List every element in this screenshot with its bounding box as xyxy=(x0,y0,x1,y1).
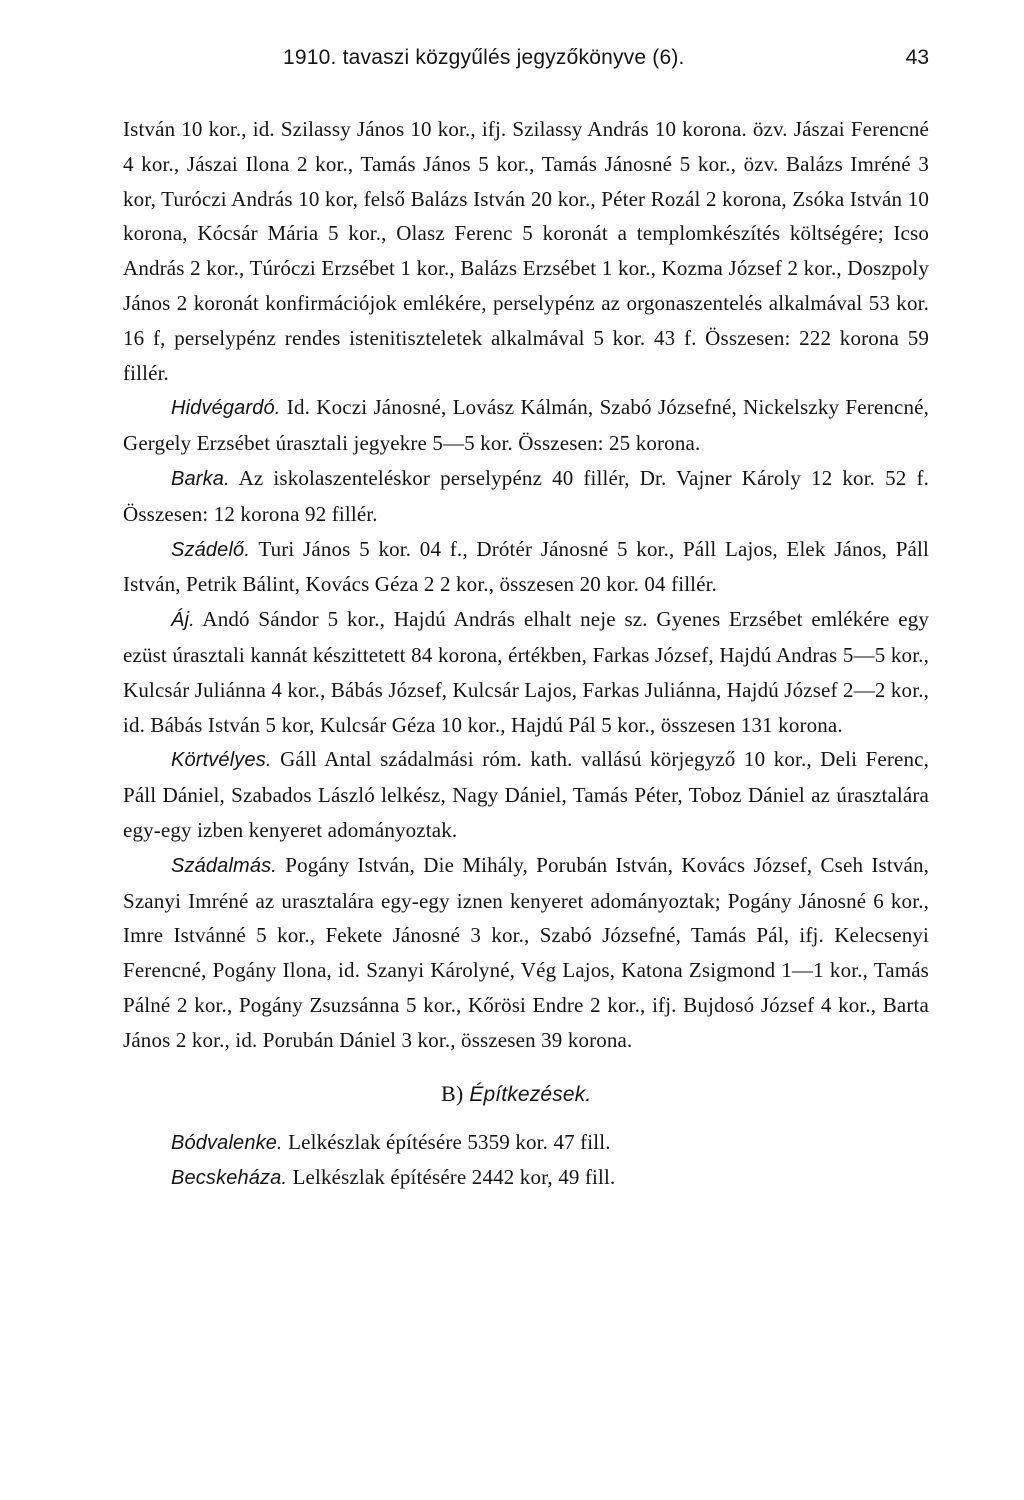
place-name: Áj. xyxy=(171,609,195,632)
header-title: 1910. tavaszi közgyűlés jegyzőkönyve (6). xyxy=(283,46,685,69)
paragraph-aj xyxy=(123,602,929,742)
place-name: Szádalmás. xyxy=(171,854,277,877)
place-name: Körtvélyes. xyxy=(171,749,272,772)
section-label: B) xyxy=(441,1080,464,1106)
page-number: 43 xyxy=(905,46,929,69)
paragraph-text: Pogány István, Die Mihály, Porubán István, Kovács József, Cseh István, Szanyi Imréné az urasztalára egy-egy iznen kenyeret adományoztak; Pogány Jánosné 6 kor., Imre Istvánné 5 kor., Fekete Jánosné 3 kor., Szabó Józsefné, Tamás Pál, ifj. Kelecsenyi Ferencné, Pogány Ilona, id. Szanyi Károlyné, Vég Lajos, Katona Zsigmond 1—1 kor., Tamás Pálné 2 kor., Pogány Zsuzsánna 5 kor., Kőrösi Endre 2 kor., ifj. Bujdosó József 4 kor., Barta János 2 kor., id. Porubán Dániel 3 kor., összesen 39 korona. xyxy=(123,852,929,1052)
paragraph-text: Turi János 5 kor. 04 f., Drótér Jánosné 5 kor., Páll Lajos, Elek János, Páll István, Petrik Bálint, Kovács Géza 2 2 kor., összesen 20 kor. 04 fillér. xyxy=(123,536,929,597)
place-name: Hidvégardó. xyxy=(171,397,281,420)
paragraph-barka xyxy=(123,461,929,532)
running-header xyxy=(123,40,929,76)
place-name: Szádelő. xyxy=(171,538,251,561)
document-page xyxy=(123,40,929,1196)
paragraph-continuation xyxy=(123,112,929,390)
section-heading xyxy=(123,1076,929,1113)
paragraph-text: Az iskolaszenteléskor perselypénz 40 fillér, Dr. Vajner Károly 12 kor. 52 f. Összesen: 12 korona 92 fillér. xyxy=(123,465,929,526)
paragraph-szadalmas xyxy=(123,848,929,1058)
paragraph-text: Id. Koczi Jánosné, Lovász Kálmán, Szabó Józsefné, Nickelszky Ferencné, Gergely Erzsébet úrasztali jegyekre 5—5 kor. Összesen: 25 korona. xyxy=(123,395,929,456)
paragraph-hidvegardo xyxy=(123,390,929,461)
paragraph-text: Gáll Antal szádalmási róm. kath. vallású körjegyző 10 kor., Deli Ferenc, Páll Dániel, Szabados László lelkész, Nagy Dániel, Tamás Péter, Toboz Dániel az úrasztalára egy-egy izben kenyeret adományoztak. xyxy=(123,747,929,842)
item-bodvalenke xyxy=(123,1125,929,1161)
item-text: Lelkészlak építésére 2442 kor, 49 fill. xyxy=(292,1165,616,1190)
section-title: Építkezések. xyxy=(469,1082,592,1106)
paragraph-text: Andó Sándor 5 kor., Hajdú András elhalt neje sz. Gyenes Erzsébet emlékére egy ezüst úrasztali kannát készittetett 84 korona, értékben, Farkas József, Hajdú Andras 5—5 kor., Kulcsár Juliánna 4 kor., Bábás József, Kulcsár Lajos, Farkas Juliánna, Hajdú József 2—2 kor., id. Bábás István 5 kor, Kulcsár Géza 10 kor., Hajdú Pál 5 kor., összesen 131 korona. xyxy=(123,607,929,737)
paragraph-kortvelyes xyxy=(123,742,929,847)
place-name: Bódvalenke. xyxy=(171,1131,283,1154)
item-becskehaza xyxy=(123,1160,929,1196)
place-name: Barka. xyxy=(171,467,230,490)
body-text xyxy=(123,112,929,1196)
paragraph-szadelo xyxy=(123,532,929,603)
item-text: Lelkészlak építésére 5359 kor. 47 fill. xyxy=(288,1129,611,1154)
paragraph-text: István 10 kor., id. Szilassy János 10 kor., ifj. Szilassy András 10 korona. özv. Jászai Ferencné 4 kor., Jászai Ilona 2 kor., Tamás János 5 kor., Tamás Jánosné 5 kor., özv. Balázs Imréné 3 kor, Turóczi András 10 kor, felső Balázs István 20 kor., Péter Rozál 2 korona, Zsóka István 10 korona, Kócsár Mária 5 kor., Olasz Ferenc 5 koronát a templomkészítés költségére; Icso András 2 kor., Túróczi Erzsébet 1 kor., Balázs Erzsébet 1 kor., Kozma József 2 kor., Doszpoly János 2 koronát konfirmációjok emlékére, perselypénz az orgonaszentelés alkalmával 53 kor. 16 f, perselypénz rendes istenitiszteletek alkalmával 5 kor. 43 f. Összesen: 222 korona 59 fillér. xyxy=(123,117,929,385)
place-name: Becskeháza. xyxy=(171,1167,288,1190)
